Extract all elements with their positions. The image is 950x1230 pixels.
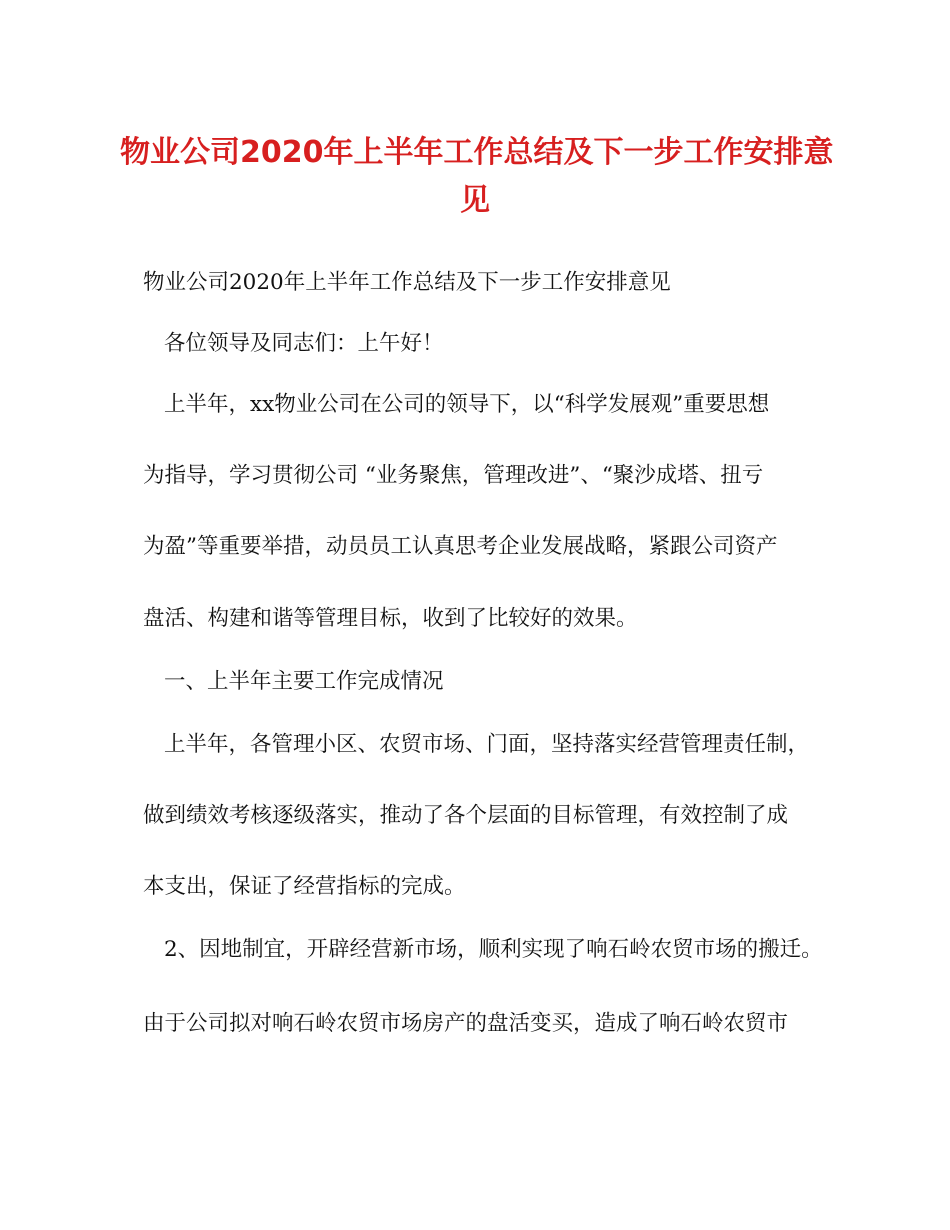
body-line-2: 各位领导及同志们：上午好！: [164, 331, 444, 356]
body-line-4: 为指导，学习贯彻公司 “业务聚焦，管理改进”、“聚沙成塔、扭亏: [143, 463, 764, 488]
body-line-5: 为盈”等重要举措，动员员工认真思考企业发展战略，紧跟公司资产: [143, 534, 778, 559]
body-line-9: 本支出，保证了经营指标的完成。: [143, 874, 466, 899]
body-line-11: 由于公司拟对响石岭农贸市场房产的盘活变买，造成了响石岭农贸市: [143, 1011, 789, 1036]
body-line-1: 物业公司2020年上半年工作总结及下一步工作安排意见: [143, 270, 671, 295]
document-title-line-2: 见: [460, 183, 490, 218]
body-line-6: 盘活、构建和谐等管理目标，收到了比较好的效果。: [143, 606, 638, 631]
body-line-8: 做到绩效考核逐级落实，推动了各个层面的目标管理，有效控制了成: [143, 803, 789, 828]
body-line-10: 2、因地制宜，开辟经营新市场，顺利实现了响石岭农贸市场的搬迁。: [164, 937, 823, 962]
body-line-3: 上半年，xx物业公司在公司的领导下，以“科学发展观”重要思想: [164, 392, 770, 417]
body-line-7: 上半年，各管理小区、农贸市场、门面，坚持落实经营管理责任制，: [164, 732, 810, 757]
section-heading: 一、上半年主要工作完成情况: [164, 669, 444, 694]
document-title-line-1: 物业公司2020年上半年工作总结及下一步工作安排意: [120, 135, 834, 170]
